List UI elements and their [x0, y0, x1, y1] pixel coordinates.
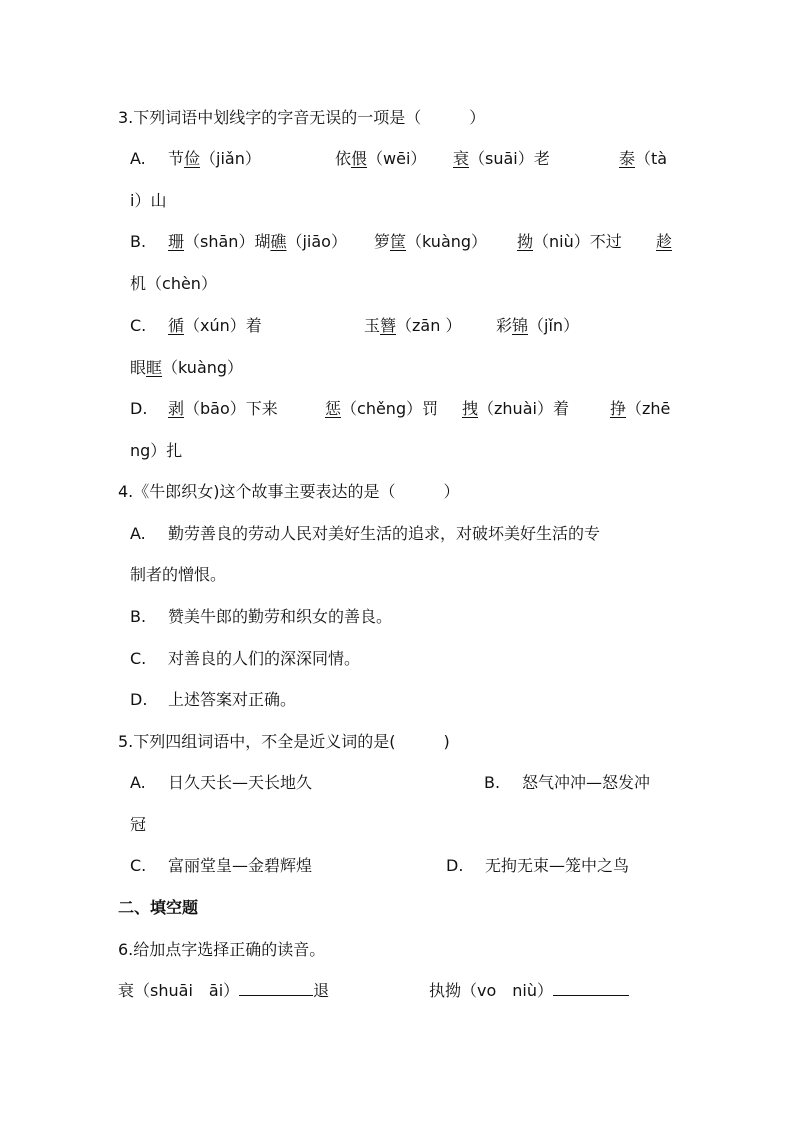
q5-option-c-label: C.: [130, 856, 147, 875]
q5-option-d-label: D.: [446, 856, 464, 875]
q3-a3-suffix: 老: [533, 149, 550, 168]
q6-item1-suffix: 退: [313, 981, 330, 1000]
q3-option-a-word3: [453, 147, 550, 171]
q3-c2-pinyin: （zān ）: [396, 316, 462, 335]
q4-option-d-text: 上述答案对正确。: [168, 690, 297, 709]
q3-option-d-word2: [325, 397, 438, 421]
q3-option-c-word1: [168, 314, 262, 338]
q3-d3-suffix: 着: [552, 399, 569, 418]
q6-item1-options: （shuāi āi）: [134, 981, 240, 1000]
q3-c-cont-pinyin: （kuàng）: [162, 358, 244, 377]
q3-d4-pinyin: （zhē: [626, 399, 671, 418]
q3-b1-underlined: 珊: [168, 232, 185, 251]
q5-option-c-text: 富丽堂皇—金碧辉煌: [168, 856, 313, 875]
q3-a2-pinyin: （wēi）: [367, 149, 427, 168]
q3-c1-pinyin: （xún）: [184, 316, 246, 335]
q6-item2-prefix: 执: [429, 981, 446, 1000]
q4-option-b-label: B.: [130, 607, 147, 626]
q3-d2-suffix: 罚: [422, 399, 439, 418]
q6-item2-char: 拗: [445, 981, 462, 1000]
q3-option-d-word3: [462, 397, 569, 421]
q3-option-b-word3: [374, 230, 487, 254]
q3-option-b-label: B.: [130, 232, 147, 251]
q3-b4-suffix: 不过: [589, 232, 622, 251]
q3-c3-prefix: 彩: [496, 316, 513, 335]
q4-option-c-label: C.: [130, 649, 147, 668]
q3-option-d-continued: ng）扎: [130, 441, 183, 460]
q3-a1-prefix: 节: [168, 149, 185, 168]
q4-stem: 4.《牛郎织女)这个故事主要表达的是（ ）: [118, 482, 460, 501]
q6-item2-blank[interactable]: [553, 979, 629, 996]
q3-d4-underlined: 挣: [610, 399, 627, 418]
q3-c2-underlined: 簪: [380, 316, 397, 335]
q3-option-d-word1: [168, 397, 278, 421]
q3-option-c-word2: [364, 314, 461, 338]
q3-a2-prefix: 依: [335, 149, 352, 168]
q6-stem: 6.给加点字选择正确的读音。: [118, 940, 326, 959]
q4-option-a-continued: 制者的憎恨。: [130, 565, 227, 584]
q3-option-b-continued: [130, 272, 217, 296]
q3-option-c-word3: [496, 314, 579, 338]
q3-option-a-word4: [619, 147, 667, 171]
q3-c-cont-prefix: 眼: [130, 358, 147, 377]
q3-d1-pinyin: （bāo）: [184, 399, 246, 418]
q3-b3-underlined: 筐: [390, 232, 407, 251]
q3-c3-pinyin: （jǐn）: [528, 316, 580, 335]
q3-option-a-word2: [335, 147, 426, 171]
q3-c1-underlined: 循: [168, 316, 185, 335]
q3-a1-underlined: 俭: [184, 149, 201, 168]
q3-b5-underlined: 趁: [656, 232, 673, 251]
q3-option-d-word4: [610, 397, 670, 421]
q3-b1-pinyin: （shān）: [184, 232, 255, 251]
q3-c2-prefix: 玉: [364, 316, 381, 335]
q5-option-a-label: A.: [130, 773, 146, 792]
q3-stem: 3.下列词语中划线字的字音无误的一项是（ ）: [118, 108, 486, 127]
q6-item1: [118, 979, 329, 1003]
q3-d1-suffix: 下来: [245, 399, 278, 418]
q3-d3-underlined: 拽: [462, 399, 479, 418]
q3-option-b-word5: [656, 230, 672, 254]
q3-option-c-continued: [130, 356, 243, 380]
q5-option-d-text: 无拘无束—笼中之鸟: [485, 856, 630, 875]
q5-stem: 5.下列四组词语中，不全是近义词的是( ): [118, 732, 450, 751]
q3-c-cont-underlined: 眶: [146, 358, 163, 377]
q3-a1-pinyin: （jiǎn）: [200, 149, 261, 168]
q3-option-d-label: D.: [130, 399, 148, 418]
q3-d2-pinyin: （chěng）: [341, 399, 423, 418]
q3-option-c-label: C.: [130, 316, 147, 335]
q3-a3-pinyin: （suāi）: [469, 149, 534, 168]
q3-option-a-label: A.: [130, 149, 146, 168]
q5-option-a-text: 日久天长—天长地久: [168, 773, 313, 792]
q3-a4-underlined: 泰: [619, 149, 636, 168]
q3-option-b-word1: [168, 230, 347, 254]
q6-item1-char: 衰: [118, 981, 135, 1000]
q4-option-a-label: A.: [130, 524, 146, 543]
q3-option-a-word1: [168, 147, 261, 171]
q5-option-b-text: 怒气冲冲—怒发冲: [522, 773, 651, 792]
q3-b2-underlined: 礁: [270, 232, 287, 251]
q3-d1-underlined: 剥: [168, 399, 185, 418]
q5-option-b-continued: 冠: [130, 815, 147, 834]
q6-item2-options: （vo niù）: [461, 981, 554, 1000]
q3-option-b-word4: [517, 230, 622, 254]
q3-b3-pinyin: （kuàng）: [406, 232, 488, 251]
q3-d3-pinyin: （zhuài）: [478, 399, 553, 418]
q3-a4-pinyin: （tà: [635, 149, 668, 168]
q3-b1-suffix: 瑚: [254, 232, 271, 251]
q3-b3-prefix: 箩: [374, 232, 391, 251]
q3-b4-underlined: 拗: [517, 232, 534, 251]
q6-item1-blank[interactable]: [239, 979, 313, 996]
q3-option-a-continued: i）山: [130, 191, 167, 210]
q3-c1-suffix: 着: [245, 316, 262, 335]
q3-b-cont-char: 机: [130, 274, 147, 293]
q3-d2-underlined: 惩: [325, 399, 342, 418]
q3-b-cont-pinyin: （chèn）: [146, 274, 217, 293]
q4-option-b-text: 赞美牛郎的勤劳和织女的善良。: [168, 607, 393, 626]
q6-item2: [429, 979, 629, 1003]
q4-option-a-text: 勤劳善良的劳动人民对美好生活的追求，对破坏美好生活的专: [168, 524, 601, 543]
q3-a3-underlined: 衰: [453, 149, 470, 168]
q3-c3-underlined: 锦: [512, 316, 529, 335]
q4-option-c-text: 对善良的人们的深深同情。: [168, 649, 361, 668]
q3-b2-pinyin: （jiāo）: [286, 232, 347, 251]
q5-option-b-label: B.: [484, 773, 501, 792]
q3-a2-underlined: 偎: [351, 149, 368, 168]
q4-option-d-label: D.: [130, 690, 148, 709]
q3-b4-pinyin: （niù）: [533, 232, 590, 251]
section-title-fill-in: 二、填空题: [118, 898, 199, 917]
